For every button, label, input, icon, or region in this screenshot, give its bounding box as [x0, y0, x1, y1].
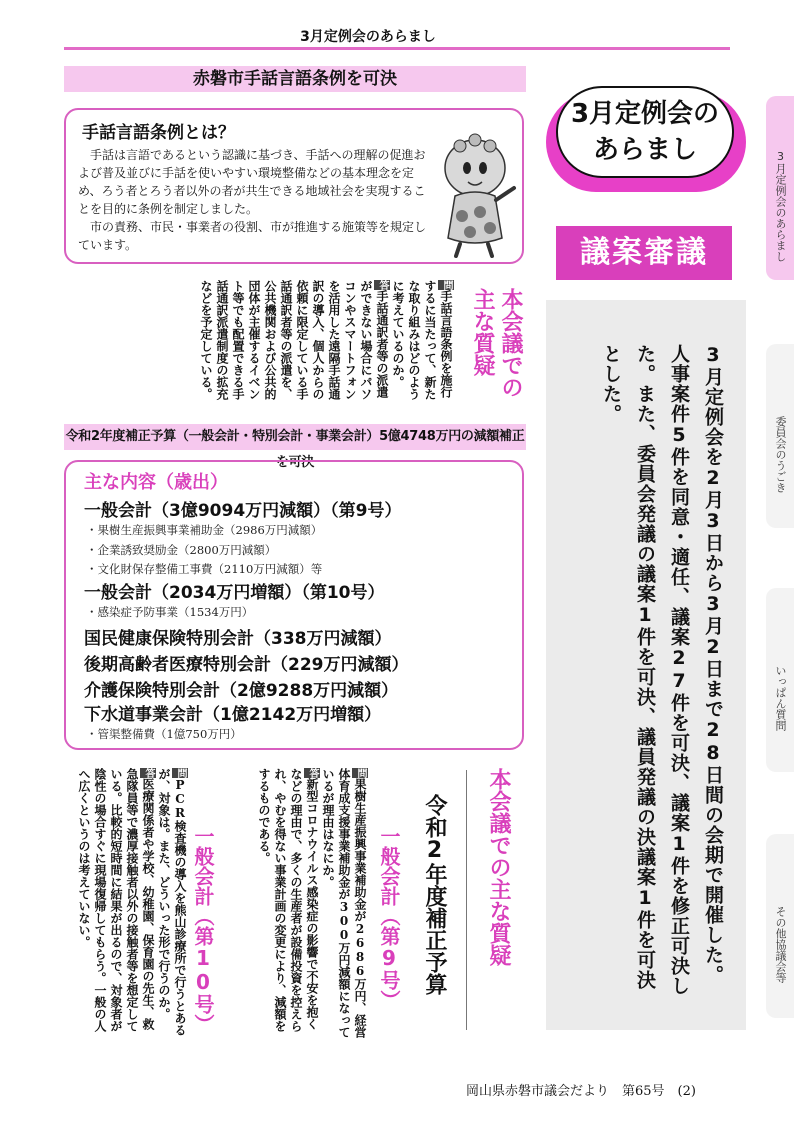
budget-item: ・企業誘致奨励金（2800万円減額）: [86, 543, 277, 557]
page-header-title: 3月定例会のあらまし: [300, 29, 436, 45]
budget-banner: 令和2年度補正予算（一般会計・特別会計・事業会計）5億4748万円の減額補正を可決: [64, 424, 526, 450]
sign-language-qa: [64, 280, 454, 406]
answer-text: 新型コロナウイルス感染症の影響で不安を抱くなどの理由で、多くの生産者が設備投資を控えられ、やむを得ない事業計画の変更により、減額をするものである。: [257, 768, 319, 1032]
question-mark: 問: [438, 280, 454, 290]
qa-divider: [466, 770, 467, 1030]
budget-line-sewerage: 下水道事業会計（1億2142万円増額）: [84, 705, 382, 725]
budget-item: ・感染症予防事業（1534万円）: [86, 605, 254, 619]
budget-qa-heading: 本会議での主な質疑: [486, 768, 511, 966]
budget-item: ・果樹生産振興事業補助金（2986万円減額）: [86, 523, 323, 537]
headline-line-1: 3月定例会の: [570, 99, 720, 129]
tab-other-councils[interactable]: その他協議会等: [766, 834, 794, 1018]
bill-review-banner: 議案審議: [556, 226, 732, 280]
question-mark: 問: [172, 768, 188, 778]
budget-line-elderly-medical: 後期高齢者医療特別会計（229万円減額）: [84, 655, 409, 675]
question-text: 果樹生産振興事業補助金が2686万円、経営体育成支援事業補助金が300万円減額になっているが理由はなにか。: [321, 768, 367, 1038]
budget-line-nursing-care: 介護保険特別会計（2億9288万円減額）: [84, 681, 399, 701]
budget-line-general-9: 一般会計（3億9094万円減額）（第9号）: [84, 501, 402, 521]
definition-text: [78, 146, 434, 254]
budget-line-health-insurance: 国民健康保険特別会計（338万円減額）: [84, 629, 392, 649]
budget-qa-10: [64, 768, 188, 1038]
summary-text: 3月定例会を2月3日から3月2日まで28日間の会期で開催した。人事案件5件を同意・適任、議案27件を可決、議案1件を修正可決した。また、委員会発議の議案1件を可決、議員発議の決議案1件を可決とした。: [600, 344, 724, 996]
page-footer: 岡山県赤磐市議会だより 第65号 (2): [466, 1084, 696, 1099]
definition-paragraph-2: 市の責務、市民・事業者の役割、市が推進する施策等を規定しています。: [78, 220, 427, 252]
headline-line-2: あらまし: [592, 135, 697, 165]
tab-general-question[interactable]: いっぱん質問: [766, 588, 794, 772]
budget-qa-title: 令和2年度補正予算: [422, 794, 447, 995]
budget-line-general-10: 一般会計（2034万円増額）（第10号）: [84, 583, 385, 603]
question-text: PCR検査機の導入を熊山診療所で行うとあるが、対象は。また、どういった形で行うのか。: [157, 768, 187, 1036]
tab-committee[interactable]: 委員会のうごき: [766, 344, 794, 528]
general-account-9-heading: 一般会計（第9号）: [377, 826, 401, 1010]
answer-mark: 答: [374, 280, 390, 290]
question-text: 手話言語条例を施行するに当たって、新たな取り組みはどのように考えているのか。: [391, 280, 453, 400]
header-divider: [64, 47, 730, 50]
answer-text: 医療関係者や学校、幼稚園、保育園の先生、救急隊員等で濃厚接触者以外の接触者等を想定している。比較的短時間に結果が出るので、対象者が陰性の場合すぐに現場復帰してもらう。一般の人へ広くというのは考えていない。: [77, 768, 155, 1032]
tab-march-session[interactable]: 3月定例会のあらまし: [766, 96, 794, 280]
budget-heading: 主な内容（歳出）: [84, 472, 228, 493]
mascot-illustration: [430, 128, 520, 258]
budget-item: ・文化財保存整備工事費（2110万円減額）等: [86, 562, 323, 576]
qa-heading: 本会議での主な質疑: [470, 288, 523, 398]
answer-text: 手話通訳者等の派遣ができない場合にパソコンやスマートフォンを活用した遠隔手話通訳の導入、個人からの依頼に限定している手話通訳者等の派遣を、公共機関および公共的団体が主催するイベント等でも配置できる手話通訳派遣制度の拡充などを予定している。: [199, 280, 389, 400]
sign-language-banner: 赤磐市手話言語条例を可決: [64, 66, 526, 92]
answer-mark: 答: [140, 768, 156, 778]
question-mark: 問: [352, 768, 368, 778]
definition-paragraph-1: 手話は言語であるという認識に基づき、手話への理解の促進および普及並びに手話を使いやすい環境整備などの基本理念を定め、ろう者とろう者以外の者が共生できる地域社会を実現することを目的に条例を制定しました。: [78, 148, 426, 216]
answer-mark: 答: [304, 768, 320, 778]
general-account-10-heading: 一般会計（第10号）: [191, 826, 215, 1034]
definition-title: 手話言語条例とは？: [82, 123, 235, 143]
headline-sticker: [556, 86, 734, 178]
budget-item: ・管渠整備費（1億750万円）: [86, 727, 242, 741]
budget-qa-9: [222, 768, 368, 1038]
